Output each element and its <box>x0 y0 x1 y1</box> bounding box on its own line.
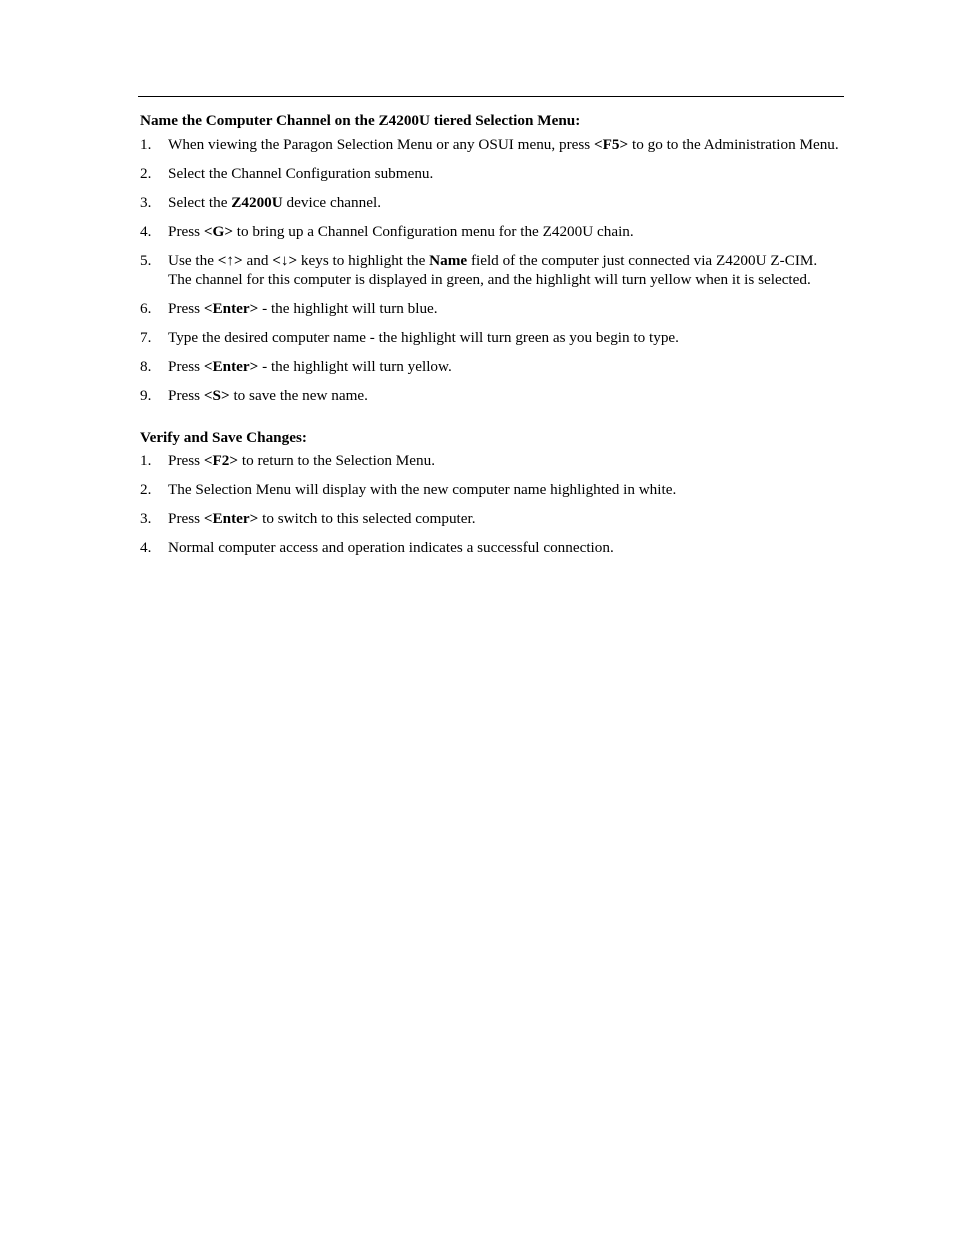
step-number: 1. <box>140 452 152 470</box>
section-heading: Name the Computer Channel on the Z4200U tiered Selection Menu: <box>140 112 581 129</box>
step-number: 8. <box>140 358 152 376</box>
name-field-label: Name <box>429 251 468 269</box>
key-s: <S> <box>203 387 230 405</box>
device-name: Z4200U <box>231 193 283 211</box>
list-item: 8. Press <Enter> - the highlight will turn yellow. <box>140 358 452 376</box>
section-heading: Verify and Save Changes: <box>140 428 307 446</box>
section-name-channel <box>140 111 840 406</box>
key-up-arrow: <↑> <box>217 251 243 269</box>
step-number: 6. <box>140 300 152 318</box>
key-enter: <Enter> <box>203 300 259 318</box>
list-item: 3. Press <Enter> to switch to this selected computer. <box>140 510 476 528</box>
step-number: 2. <box>140 164 152 182</box>
key-g: <G> <box>203 222 233 240</box>
step-number: 4. <box>140 222 152 240</box>
step-number: 5. <box>140 251 152 269</box>
key-enter: <Enter> <box>203 358 259 376</box>
header-rule <box>138 96 844 97</box>
key-f5: <F5> <box>594 135 629 153</box>
list-item: 1. Press <F2> to return to the Selection Menu. <box>140 452 436 470</box>
list-item: 2. Select the Channel Configuration submenu. <box>140 164 434 182</box>
key-f2: <F2> <box>203 452 239 470</box>
list-item: 7. Type the desired computer name - the highlight will turn green as you begin to type. <box>140 329 679 347</box>
step-number: 2. <box>140 481 152 499</box>
list-item: 3. Select the Z4200U device channel. <box>140 193 381 211</box>
list-item: 1. When viewing the Paragon Selection Menu or any OSUI menu, press <F5> to go to the Administration Menu. <box>140 135 839 153</box>
list-item: 4. Normal computer access and operation indicates a successful connection. <box>140 539 614 557</box>
section-verify-save <box>140 428 840 558</box>
step-number: 3. <box>140 510 152 528</box>
list-item: 6. Press <Enter> - the highlight will turn blue. <box>140 300 438 318</box>
step-number: 1. <box>140 135 152 153</box>
key-down-arrow: <↓> <box>272 251 298 269</box>
document-body <box>140 111 840 567</box>
list-item: 5. Use the <↑> and <↓> keys to highlight the Name field of the computer just connected via Z4200U Z-CIM. The channel for this computer is displayed in green, and the highlight will turn yellow when it is selected. <box>140 251 818 289</box>
steps-list <box>140 451 840 558</box>
steps-list <box>140 135 840 406</box>
list-item: 2. The Selection Menu will display with the new computer name highlighted in white. <box>140 481 677 499</box>
key-enter: <Enter> <box>203 510 259 528</box>
step-number: 7. <box>140 329 152 347</box>
list-item: 9. Press <S> to save the new name. <box>140 387 368 405</box>
step-number: 3. <box>140 193 152 211</box>
step-number: 4. <box>140 539 152 557</box>
step-number: 9. <box>140 387 152 405</box>
list-item: 4. Press <G> to bring up a Channel Configuration menu for the Z4200U chain. <box>140 222 634 240</box>
